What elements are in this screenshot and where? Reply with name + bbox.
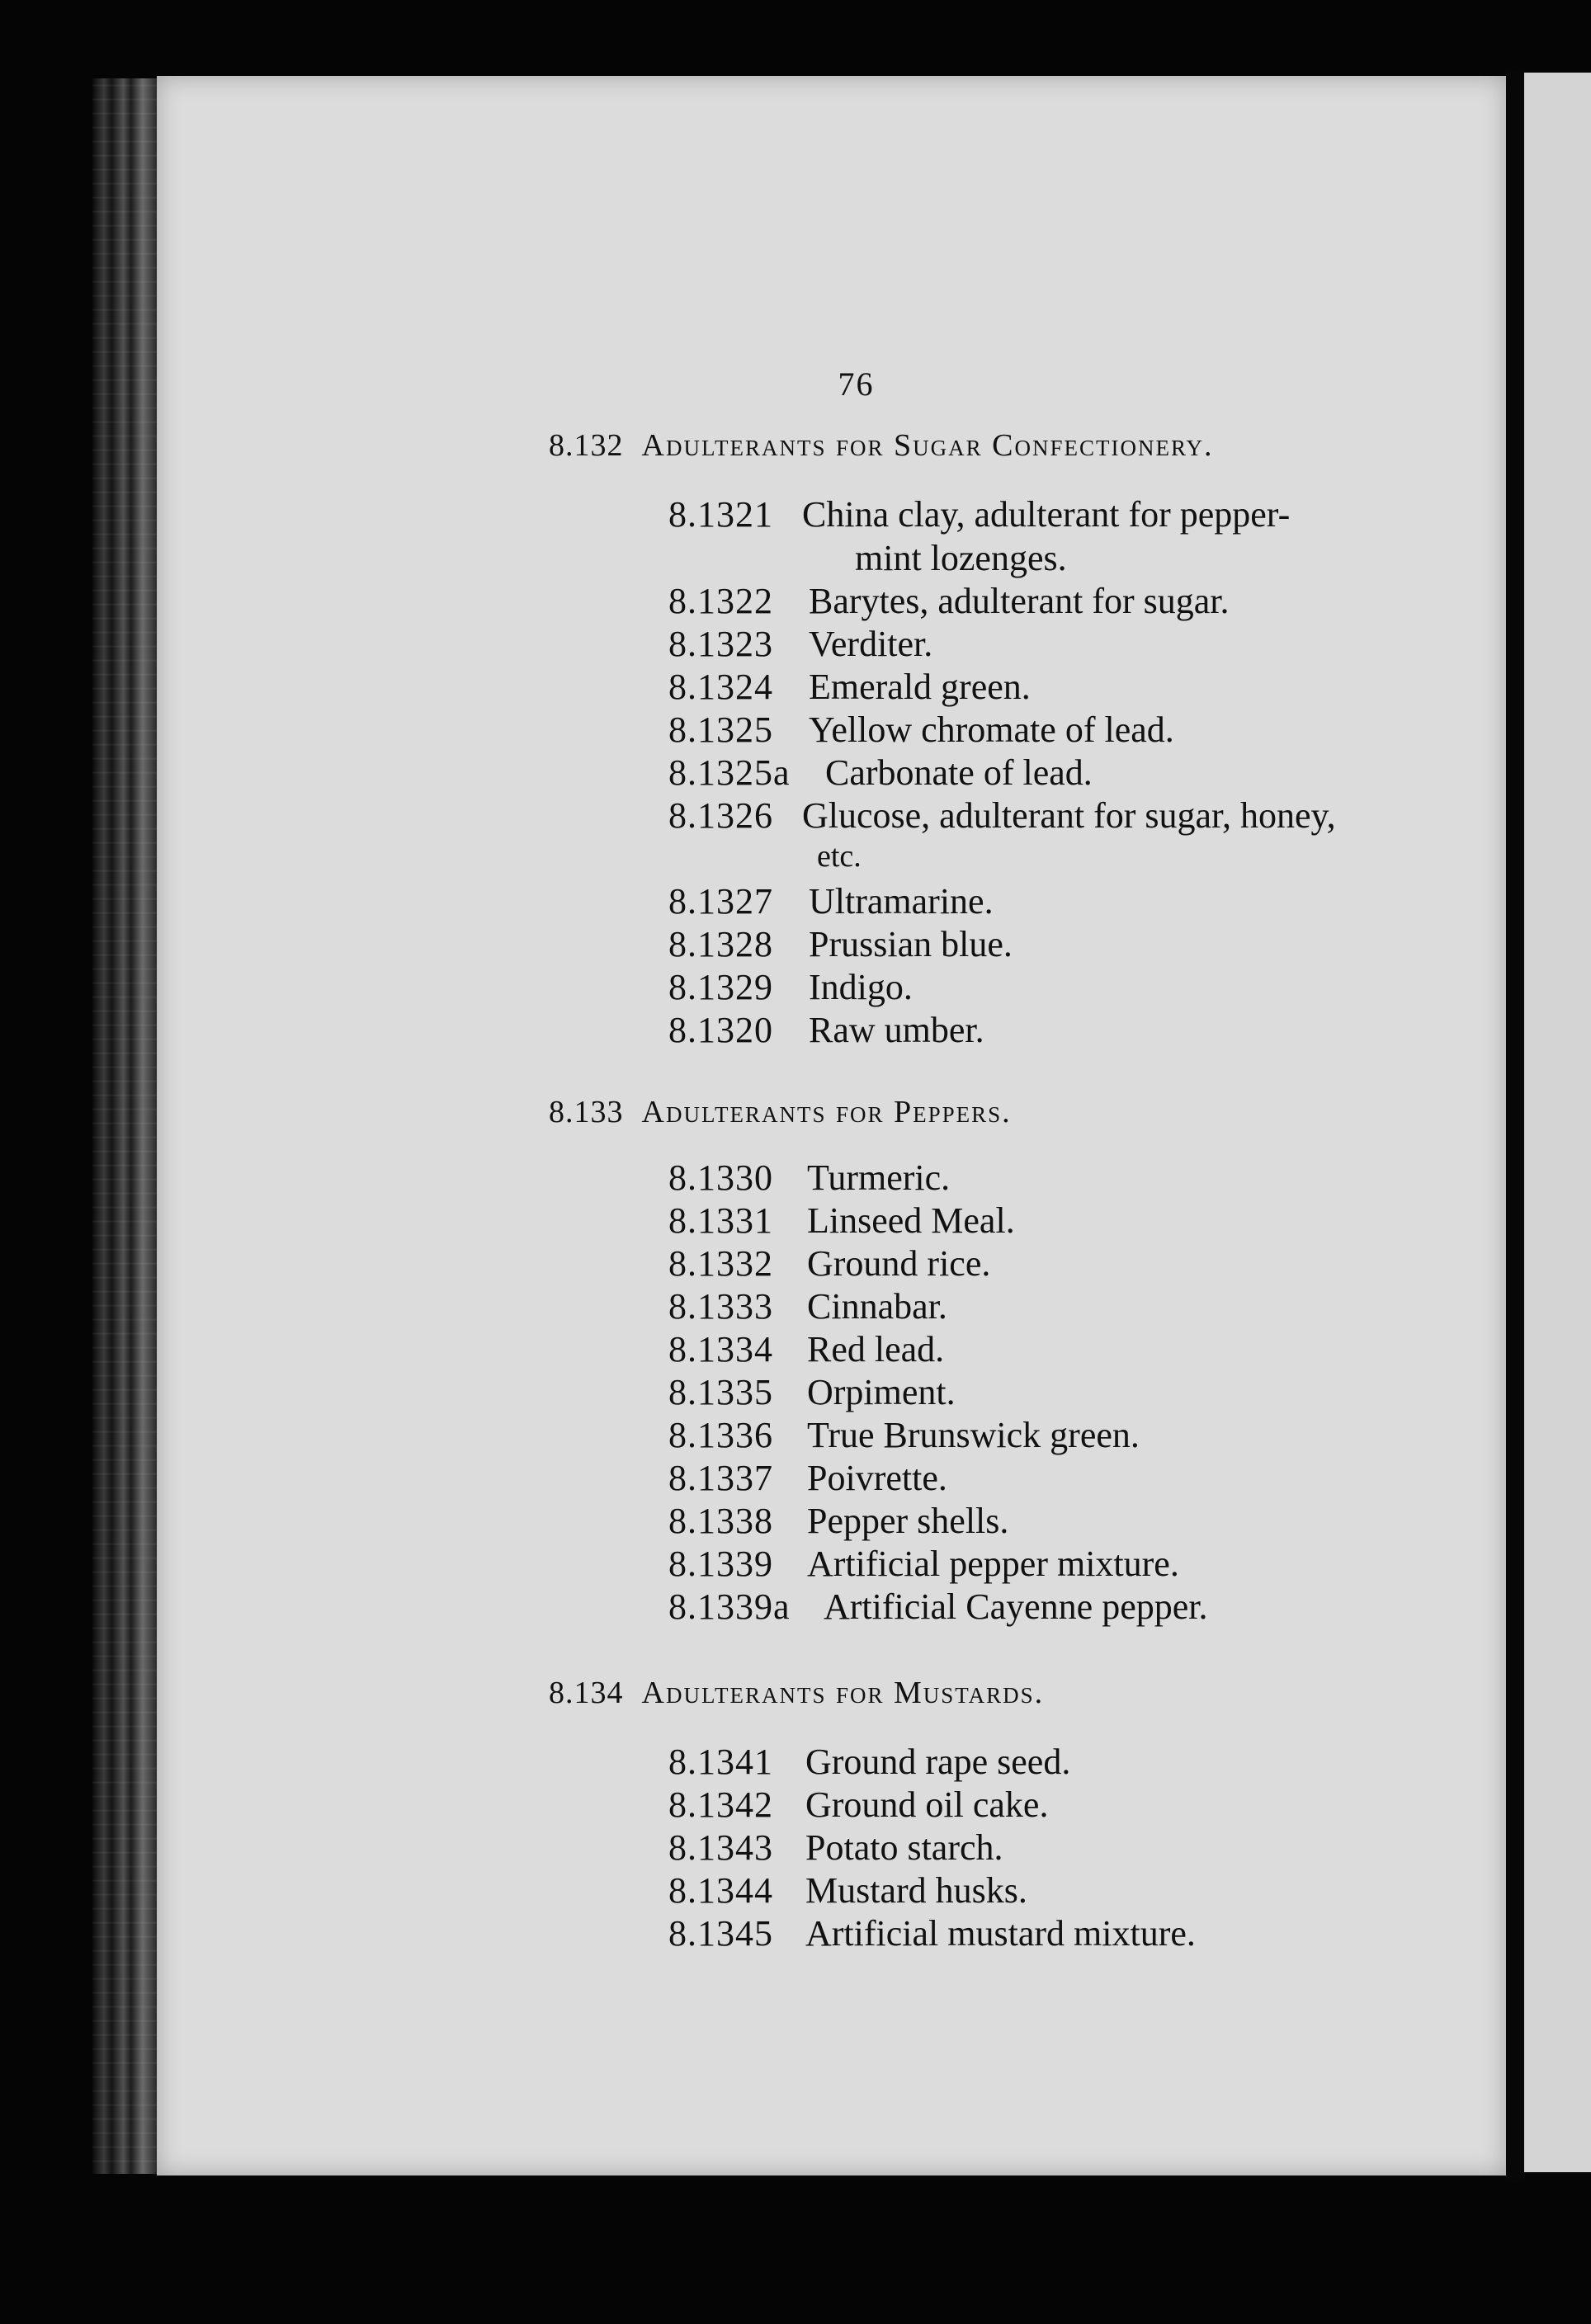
entry-code: 8.1337 [668, 1458, 773, 1498]
section-heading [549, 1094, 1012, 1130]
entry-code: 8.1323 [668, 624, 773, 664]
entry-code: 8.1335 [668, 1372, 773, 1412]
entry-code: 8.1325 [668, 709, 773, 750]
entry-text: China clay, adulterant for pepper- [802, 494, 1291, 535]
entry-code: 8.1326 [668, 795, 773, 836]
entry-code: 8.1320 [668, 1010, 773, 1050]
entry-text: Mustard husks. [805, 1870, 1027, 1911]
entry-text: Yellow chromate of lead. [809, 709, 1174, 750]
entry-code: 8.1322 [668, 581, 773, 621]
section-title: Adulterants for Mustards. [641, 1676, 1045, 1710]
entry-code: 8.1328 [668, 924, 773, 964]
entry-code: 8.1341 [668, 1742, 773, 1782]
entry-text: Verditer. [809, 624, 933, 664]
entry-text: Red lead. [807, 1329, 945, 1369]
entry-text: Artificial mustard mixture. [805, 1913, 1196, 1954]
entry-text: Linseed Meal. [807, 1200, 1015, 1241]
entry-text: mint lozenges. [855, 538, 1067, 578]
entry-text: Pepper shells. [807, 1501, 1009, 1541]
entry-code: 8.1325a [668, 752, 791, 793]
entry-code: 8.1331 [668, 1200, 773, 1241]
section-title: Adulterants for Sugar Confectionery. [641, 428, 1214, 463]
section-title: Adulterants for Peppers. [641, 1095, 1012, 1129]
entry-text: True Brunswick green. [807, 1415, 1140, 1455]
entry-code: 8.1343 [668, 1827, 773, 1868]
entry-code: 8.1339 [668, 1544, 773, 1584]
entry-text: Poivrette. [807, 1458, 947, 1498]
entry-text: Ground oil cake. [805, 1784, 1049, 1825]
page-number: 76 [838, 365, 875, 403]
entry-code: 8.1334 [668, 1329, 773, 1369]
entry-code: 8.1324 [668, 667, 773, 707]
entry-text: Carbonate of lead. [825, 752, 1093, 793]
entry-code: 8.1330 [668, 1157, 773, 1198]
entry-code: 8.1333 [668, 1286, 773, 1327]
entry-text: Ground rice. [807, 1243, 991, 1284]
entry-code: 8.1339a [668, 1586, 791, 1627]
entry-text: Ground rape seed. [805, 1742, 1071, 1782]
entry-code: 8.1329 [668, 967, 773, 1007]
entry-text: Barytes, adulterant for sugar. [809, 581, 1230, 621]
entry-text: Artificial Cayenne pepper. [824, 1586, 1208, 1627]
page-gutter [1506, 70, 1524, 2182]
entry-text: Orpiment. [807, 1372, 956, 1412]
entry-text: Prussian blue. [809, 924, 1013, 964]
entry-text: Potato starch. [805, 1827, 1003, 1868]
entry-code: 8.1344 [668, 1870, 773, 1911]
section-number: 8.132 [549, 428, 624, 463]
entry-code: 8.1332 [668, 1243, 773, 1284]
entry-code: 8.1327 [668, 881, 773, 922]
entry-text: Cinnabar. [807, 1286, 947, 1327]
entry-text: Artificial pepper mixture. [807, 1544, 1179, 1584]
entry-text: Indigo. [809, 967, 913, 1007]
section-number: 8.133 [549, 1095, 624, 1129]
entry-text: Glucose, adulterant for sugar, honey, [802, 795, 1336, 836]
section-number: 8.134 [549, 1676, 624, 1710]
entry-text: Turmeric. [807, 1157, 951, 1198]
section-heading [549, 1675, 1044, 1711]
entry-code: 8.1336 [668, 1415, 773, 1455]
entry-text: Raw umber. [809, 1010, 984, 1050]
entry-text: etc. [817, 839, 862, 874]
section-heading [549, 427, 1213, 464]
facing-page [1524, 73, 1591, 2172]
entry-code: 8.1338 [668, 1501, 773, 1541]
entry-code: 8.1321 [668, 494, 773, 535]
entry-text: Ultramarine. [809, 881, 994, 922]
entry-code: 8.1345 [668, 1913, 773, 1954]
entry-code: 8.1342 [668, 1784, 773, 1825]
entry-text: Emerald green. [809, 667, 1031, 707]
book-spine [92, 78, 157, 2174]
